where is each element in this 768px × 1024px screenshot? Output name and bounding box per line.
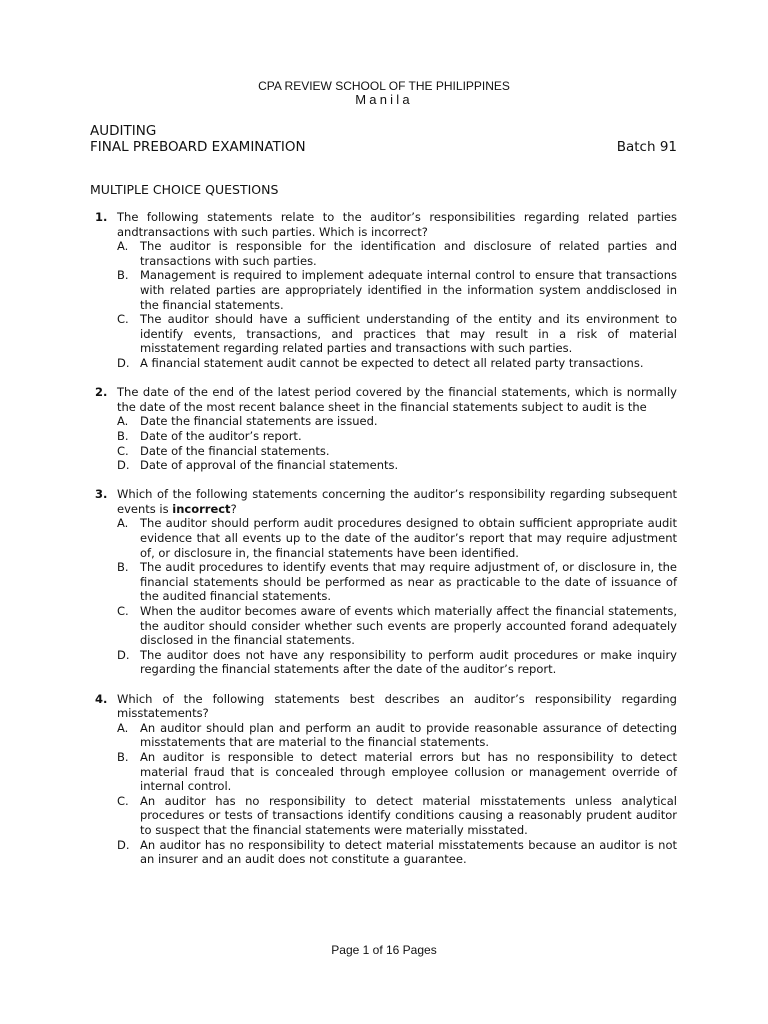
choice-letter: C.	[117, 312, 129, 327]
choice-letter: B.	[117, 749, 129, 764]
question-number: 1.	[95, 210, 108, 224]
choice-letter: D.	[117, 458, 130, 473]
school-city: Manila	[355, 92, 413, 107]
question-stem-emphasis: incorrect	[172, 501, 231, 516]
choice-text: When the auditor becomes aware of events which materially affect the financial statements, the auditor should consider whether such events are properly accounted forand adequately disclosed in the financial statements.	[140, 604, 677, 648]
question-4	[95, 692, 677, 867]
choice-b[interactable]	[117, 560, 677, 604]
choice-c[interactable]	[117, 312, 677, 356]
choice-text: Date the financial statements are issued.	[140, 414, 378, 429]
choice-text: Management is required to implement adequate internal control to ensure that transactions with related parties are appropriately identified in the information system anddisclosed in the financial statements.	[140, 268, 677, 312]
choice-letter: B.	[117, 428, 129, 443]
question-number: 2.	[95, 385, 108, 400]
choice-a[interactable]	[117, 516, 677, 560]
question-stem	[117, 487, 677, 516]
question-number: 3.	[95, 487, 108, 502]
choice-list	[117, 721, 677, 867]
choice-d[interactable]	[117, 458, 677, 473]
choice-letter: B.	[117, 268, 129, 283]
choice-letter: C.	[117, 443, 129, 458]
choice-a[interactable]	[117, 239, 677, 268]
choice-text: An auditor has no responsibility to detect material misstatements because an auditor is not an insurer and an audit does not constitute a guarantee.	[140, 837, 677, 867]
question-number: 4.	[95, 691, 108, 706]
question-stem-text: Which of the following statements best describes an auditor’s responsibility regarding misstatements?	[117, 691, 677, 721]
choice-letter: A.	[117, 516, 129, 531]
choice-letter: A.	[117, 720, 129, 735]
question-1	[95, 210, 677, 371]
question-3	[95, 487, 677, 677]
choice-letter: C.	[117, 604, 129, 619]
choice-c[interactable]	[117, 794, 677, 838]
choice-letter: A.	[117, 239, 129, 254]
choice-b[interactable]	[117, 429, 677, 444]
question-stem-text: The date of the end of the latest period covered by the financial statements, which is normally the date of the most recent balance sheet in the financial statements subject to audit is the	[117, 385, 677, 414]
choice-text: The auditor should perform audit procedures designed to obtain sufficient appropriate audit evidence that all events up to the date of the auditor’s report that may require adjustment of, or disclosure in, the financial statements have been identified.	[140, 516, 677, 560]
question-stem-end: ?	[230, 501, 237, 516]
question-stem	[117, 692, 677, 721]
choice-letter: D.	[117, 355, 130, 370]
choice-text: The audit procedures to identify events that may require adjustment of, or disclosure in, the financial statements should be performed as near as practicable to the date of issuance of the audited financial statements.	[140, 560, 677, 604]
choice-d[interactable]	[117, 356, 677, 371]
question-stem	[117, 385, 677, 414]
choice-c[interactable]	[117, 604, 677, 648]
question-stem-text: The following statements relate to the auditor’s responsibilities regarding related parties andtransactions with such parties. Which is incorrect?	[117, 210, 677, 239]
choice-d[interactable]	[117, 648, 677, 677]
batch-label: Batch 91	[616, 139, 677, 155]
choice-text: An auditor should plan and perform an audit to provide reasonable assurance of detecting misstatements that are material to the financial statements.	[140, 720, 677, 750]
choice-text: Date of the financial statements.	[140, 443, 330, 458]
choice-letter: A.	[117, 414, 129, 429]
choice-list	[117, 239, 677, 370]
choice-text: An auditor is responsible to detect material errors but has no responsibility to detect material fraud that is concealed through employee collusion or management override of internal control.	[140, 749, 677, 794]
section-title: MULTIPLE CHOICE QUESTIONS	[90, 182, 279, 197]
choice-letter: D.	[117, 647, 130, 662]
choice-text: The auditor does not have any responsibility to perform audit procedures or make inquiry regarding the financial statements after the date of the auditor’s report.	[140, 647, 677, 677]
choice-letter: B.	[117, 560, 129, 575]
choice-text: An auditor has no responsibility to detect material misstatements unless analytical procedures or tests of transactions identify conditions causing a reasonably prudent auditor to suspect that the financial statements were materially misstated.	[140, 793, 677, 837]
question-stem	[117, 210, 677, 239]
exam-subject: AUDITING	[90, 123, 157, 139]
page-footer: Page 1 of 16 Pages	[331, 943, 437, 957]
choice-b[interactable]	[117, 750, 677, 794]
choice-letter: C.	[117, 793, 129, 808]
exam-title: FINAL PREBOARD EXAMINATION	[90, 139, 306, 155]
school-name: CPA REVIEW SCHOOL OF THE PHILIPPINES	[258, 79, 510, 93]
choice-text: The auditor should have a sufficient understanding of the entity and its environment to identify events, transactions, and practices that may result in a risk of material misstatement regarding related parties and transactions with such parties.	[140, 312, 677, 356]
choice-text: A financial statement audit cannot be expected to detect all related party transactions.	[140, 355, 644, 370]
choice-text: The auditor is responsible for the identification and disclosure of related parties and transactions with such parties.	[140, 239, 677, 268]
question-list	[95, 210, 677, 881]
choice-list	[117, 516, 677, 677]
choice-a[interactable]	[117, 721, 677, 750]
question-2	[95, 385, 677, 473]
choice-text: Date of the auditor’s report.	[140, 428, 302, 443]
choice-letter: D.	[117, 837, 130, 852]
choice-b[interactable]	[117, 268, 677, 312]
choice-c[interactable]	[117, 444, 677, 459]
choice-list	[117, 414, 677, 472]
choice-text: Date of approval of the financial statements.	[140, 458, 399, 473]
choice-a[interactable]	[117, 414, 677, 429]
question-stem-text: Which of the following statements concerning the auditor’s responsibility regarding subsequent events is	[117, 487, 677, 516]
choice-d[interactable]	[117, 838, 677, 867]
